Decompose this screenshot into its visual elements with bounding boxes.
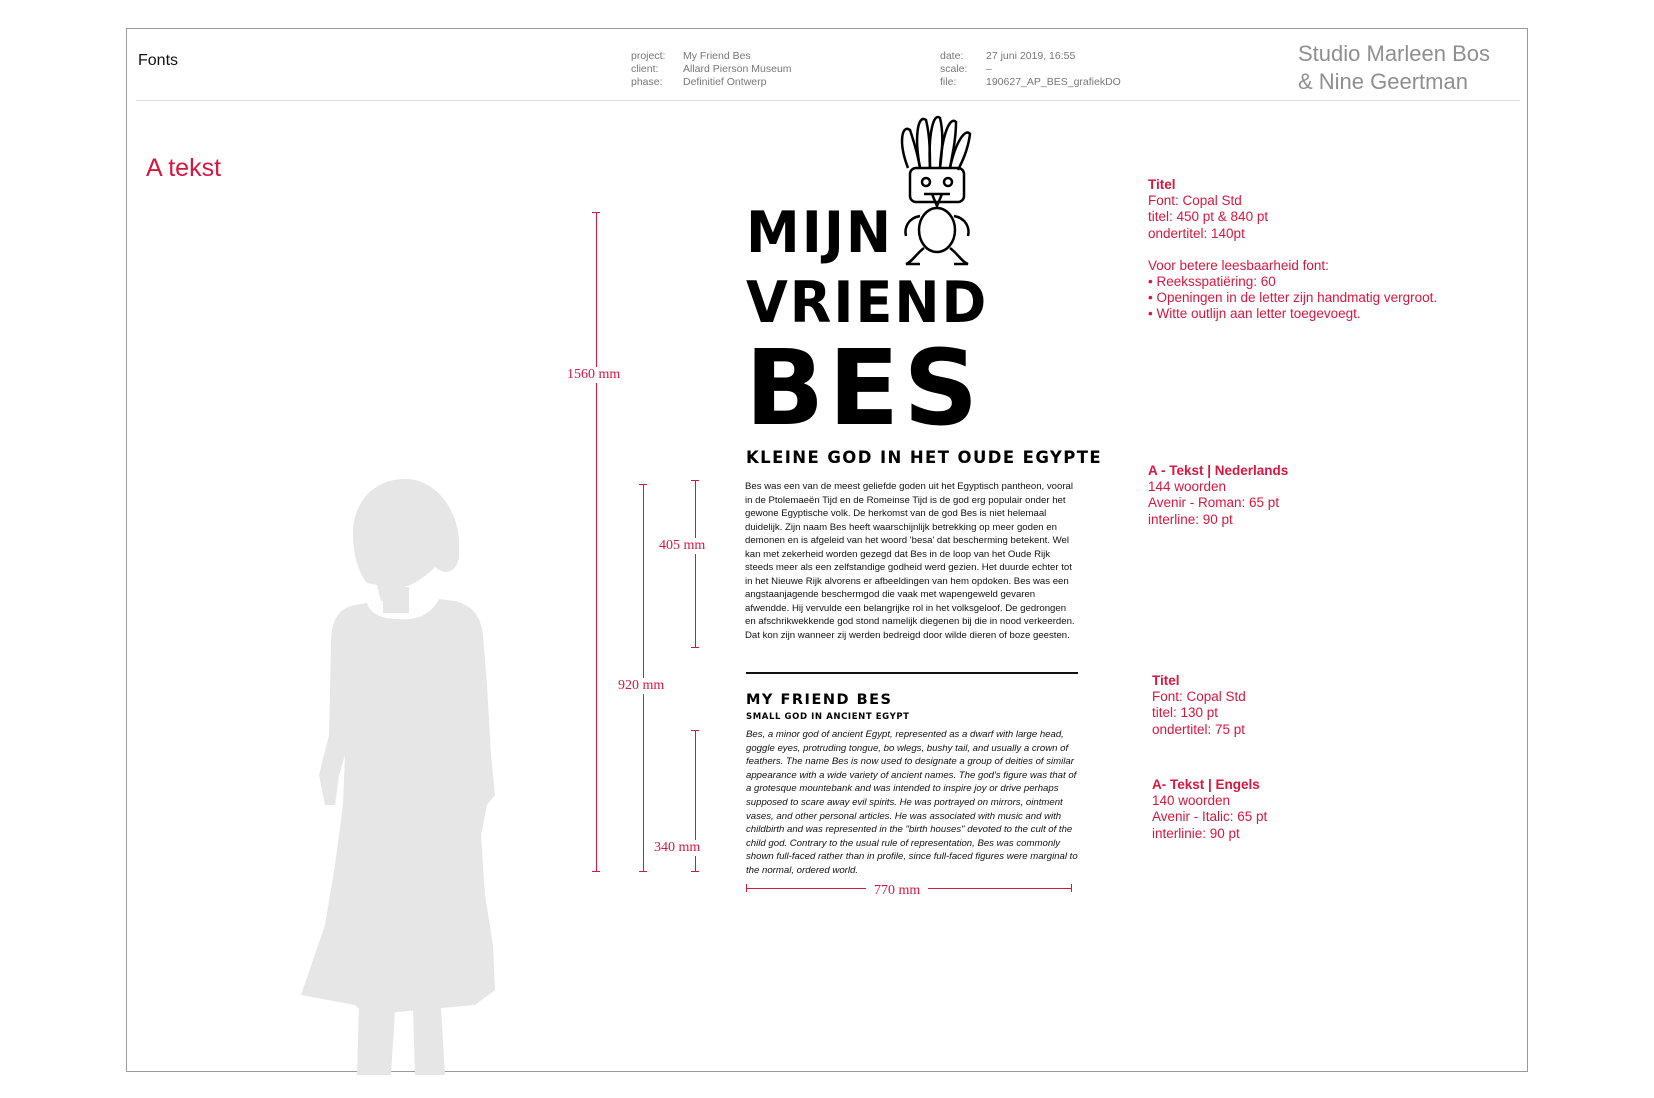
spec-note: • Reeksspatiëring: 60 [1148, 274, 1276, 290]
poster-body-nl: Bes was een van de meest geliefde goden uit het Egyptisch pantheon, vooral in de Ptolemaeën Tijd en de Romeinse Tijd is de god erg populair onder het gewone Egyptische volk. De herkomst van de god Bes is niet helemaal duidelijk. Zijn naam Bes heeft waarschijnlijk betrekking op meer goden en demonen en is afgeleid van het woord 'besa' dat bescherming betekent. Wel kan met zekerheid worden gezegd dat Bes in de loop van het Oude Rijk steeds meer als een zelfstandige godheid werd gezien. Het duurde echter tot in het Nieuwe Rijk alvorens er afbeeldingen van hem opdoken. Bes was een angstaanjagende beschermgod die vaak met wapengeweld gevaren afwendde. Hij vervulde een belangrijke rol in het volksgeloof. De gedrongen en afschrikwekkende god stond namelijk diegenen bij die in nood verkeerden. Dat kon zijn wanneer zij werden bedreigd door wilde dieren of boze geesten. [745, 481, 1075, 641]
spec-heading: A - Tekst | Nederlands [1148, 463, 1289, 478]
meta-block-right [940, 50, 1190, 95]
meta-value: 27 juni 2019, 16:55 [986, 50, 1076, 62]
spec-line: interlinie: 90 pt [1152, 825, 1240, 841]
dimension-tick [691, 647, 699, 648]
dimension-line-1560 [596, 212, 597, 872]
dimension-label-1560: 1560 mm [567, 367, 621, 382]
poster-title-line2: VRIEND [746, 269, 989, 336]
poster-subtitle-en: SMALL GOD IN ANCIENT EGYPT [746, 712, 910, 722]
meta-label: date: [940, 50, 964, 62]
studio-line: & Nine Geertman [1298, 69, 1468, 94]
meta-value: – [986, 63, 992, 75]
spec-line: 140 woorden [1152, 793, 1231, 809]
poster-title-line1: MIJN [746, 199, 894, 266]
spec-note: • Witte outlijn aan letter toegevoegt. [1148, 306, 1361, 322]
meta-value: Definitief Ontwerp [683, 76, 767, 88]
dimension-tick [592, 212, 600, 213]
poster-body-en: Bes, a minor god of ancient Egypt, represented as a dwarf with large head, goggle eyes, protruding tongue, bo wlegs, bushy tail, and usually a crown of feathers. The name Bes is now used to designate a group of deities of similar appearance with a wide variety of ancient names. The god's figure was that of a grotesque mountebank and was intended to inspire joy or drive perhaps supposed to scare away evil spirits. He was portrayed on mirrors, ointment vases, and other personal articles. He was associated with music and with childbirth and was represented in the "birth houses" devoted to the cult of the child god. Contrary to the usual rule of representation, Bes was commonly shown full-faced rather than in profile, since full-faced figures were marginal to the normal, ordered world. [746, 729, 1078, 876]
page-title: Fonts [138, 52, 179, 69]
dimension-label-770: 770 mm [866, 883, 928, 899]
spec-tekst-nl [1148, 463, 1448, 528]
spec-line: Voor betere leesbaarheid font: [1148, 257, 1329, 273]
meta-label: scale: [940, 63, 968, 75]
spec-line: Font: Copal Std [1152, 689, 1246, 705]
dimension-tick [746, 884, 747, 892]
dimension-tick [1071, 884, 1072, 892]
dimension-tick [691, 480, 699, 481]
meta-label: file: [940, 76, 957, 88]
studio-name [1298, 40, 1490, 96]
dimension-label-405: 405 mm [659, 538, 706, 553]
dimension-tick [592, 871, 600, 872]
meta-label: project: [631, 50, 666, 62]
header-divider [136, 100, 1520, 101]
spec-line: titel: 130 pt [1152, 705, 1219, 721]
person-silhouette-icon [295, 475, 515, 1075]
spec-line: Avenir - Roman: 65 pt [1148, 495, 1280, 511]
spec-heading: A- Tekst | Engels [1152, 777, 1260, 792]
dimension-line-405 [695, 480, 696, 648]
spec-line: ondertitel: 140pt [1148, 225, 1245, 241]
meta-label: phase: [631, 76, 663, 88]
dimension-tick [691, 730, 699, 731]
spec-note: • Openingen in de letter zijn handmatig vergroot. [1148, 290, 1438, 306]
spec-titel-en [1152, 673, 1452, 738]
poster-title-line3: BES [745, 327, 983, 449]
poster-subtitle-nl: KLEINE GOD IN HET OUDE EGYPTE [746, 448, 1103, 467]
spec-line: Avenir - Italic: 65 pt [1152, 809, 1268, 825]
meta-value: Allard Pierson Museum [683, 63, 792, 75]
meta-value: My Friend Bes [683, 50, 751, 62]
studio-line: Studio Marleen Bos [1298, 41, 1490, 66]
spec-line: 144 woorden [1148, 479, 1227, 495]
poster-divider [746, 672, 1078, 674]
dimension-label-340: 340 mm [654, 840, 701, 855]
spec-heading: Titel [1152, 673, 1180, 688]
dimension-label-920: 920 mm [618, 678, 665, 693]
spec-line: titel: 450 pt & 840 pt [1148, 209, 1269, 225]
meta-label: client: [631, 63, 659, 75]
spec-line: interline: 90 pt [1148, 511, 1233, 527]
spec-heading: Titel [1148, 177, 1176, 192]
spec-tekst-en [1152, 777, 1452, 842]
spec-line: ondertitel: 75 pt [1152, 721, 1246, 737]
poster-title-en: MY FRIEND BES [746, 692, 893, 708]
dimension-tick [639, 871, 647, 872]
dimension-tick [691, 871, 699, 872]
meta-value: 190627_AP_BES_grafiekDO [986, 76, 1121, 88]
spec-line: Font: Copal Std [1148, 193, 1242, 209]
dimension-tick [639, 484, 647, 485]
section-title: A tekst [146, 154, 222, 182]
spec-titel-nl [1148, 177, 1488, 323]
meta-block-left [631, 50, 881, 95]
bes-figure-icon [894, 112, 982, 268]
